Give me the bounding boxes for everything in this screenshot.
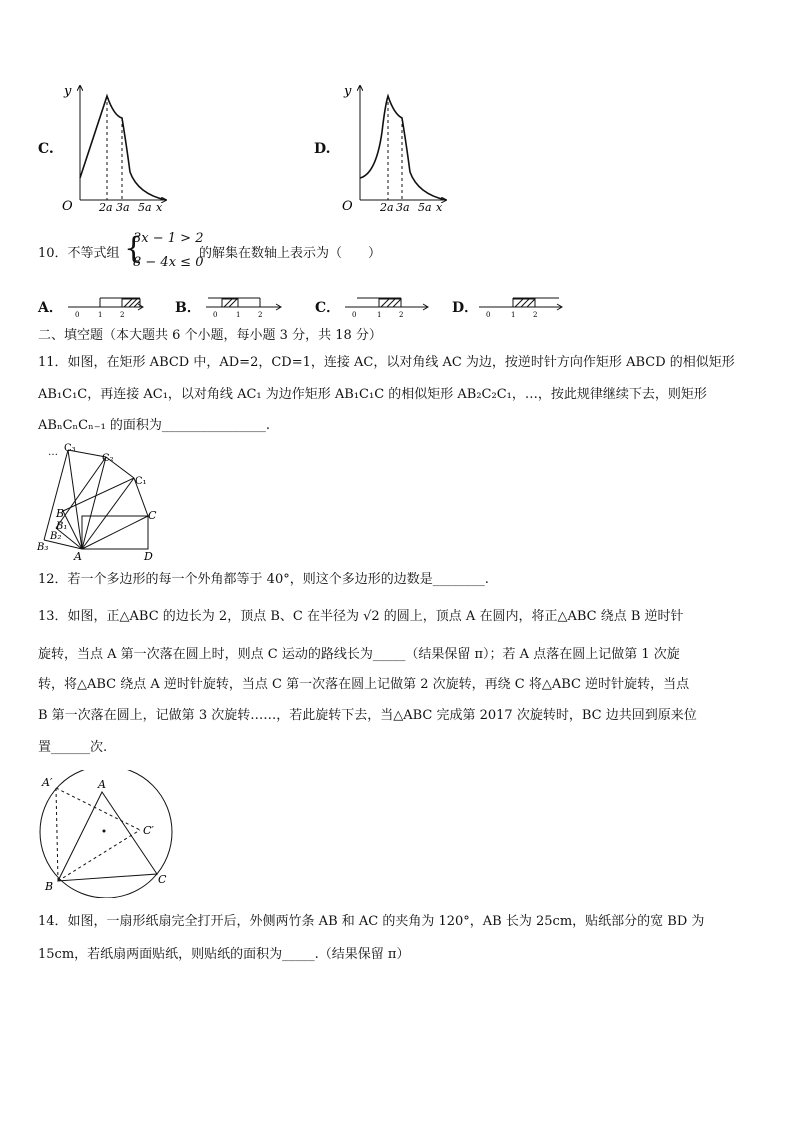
- q14-line-1: 14．如图，一扇形纸扇完全打开后，外侧两竹条 AB 和 AC 的夹角为 120°，AB 长为 25cm，贴纸部分的宽 BD 为: [38, 914, 705, 929]
- option-c-label: C.: [38, 141, 54, 157]
- tick-0: 0: [352, 311, 357, 318]
- y-axis-label: y: [64, 84, 72, 99]
- label-c: C: [148, 509, 157, 522]
- tick-2: 2: [120, 311, 125, 318]
- tick-3a: 3a: [396, 201, 410, 214]
- label-b2: B₂: [50, 531, 62, 542]
- label-b1: B₁: [56, 521, 68, 532]
- q11-figure: [34, 440, 174, 566]
- q10-suffix: 的解集在数轴上表示为（ ）: [199, 246, 382, 261]
- q13-line-1: 13．如图，正△ABC 的边长为 2，顶点 B、C 在半径为 √2 的圆上，顶点 A 在圆内，将正△ABC 绕点 B 逆时针: [38, 609, 684, 624]
- x-axis-label: x: [156, 201, 163, 214]
- label-b: B: [45, 880, 54, 893]
- tick-2a: 2a: [380, 201, 394, 214]
- origin-label: O: [342, 199, 353, 214]
- number-line-b: [204, 292, 284, 318]
- number-line-a: [66, 292, 146, 318]
- tick-5a: 5a: [418, 201, 432, 214]
- q13-line-5: 置______次.: [38, 740, 108, 755]
- tick-2: 2: [258, 311, 263, 318]
- tick-1: 1: [511, 311, 516, 318]
- label-a-prime: A′: [42, 776, 53, 789]
- label-a: A: [98, 778, 106, 791]
- tick-2a: 2a: [99, 201, 113, 214]
- label-b: B: [56, 507, 65, 520]
- label-c3: C₃: [64, 443, 76, 454]
- graph-option-d: [336, 82, 456, 214]
- tick-5a: 5a: [138, 201, 152, 214]
- q10-inequality-2: 8 − 4x ≤ 0: [133, 255, 204, 270]
- q10-option-a-label: A．: [38, 300, 63, 316]
- label-c1: C₁: [135, 476, 147, 487]
- q10-inequality-1: 3x − 1 > 2: [133, 231, 204, 246]
- label-b3: B₃: [37, 542, 49, 553]
- tick-2: 2: [533, 311, 538, 318]
- label-a: A: [74, 550, 82, 563]
- center-dot: [103, 830, 106, 833]
- number-line-c: [343, 292, 431, 318]
- q10-option-c-label: C．: [315, 300, 341, 316]
- q13-line-2: 旋转，当点 A 第一次落在圆上时，则点 C 运动的路线长为_____（结果保留 π）；若 A 点落在圆上记做第 1 次旋: [38, 647, 680, 662]
- label-c2: C₂: [102, 453, 114, 464]
- tick-2: 2: [399, 311, 404, 318]
- tick-0: 0: [486, 311, 491, 318]
- label-d: D: [144, 550, 153, 563]
- brace-icon: {: [124, 231, 144, 266]
- tick-1: 1: [236, 311, 241, 318]
- tick-0: 0: [213, 311, 218, 318]
- q11-line-2: AB₁C₁C，再连接 AC₁，以对角线 AC₁ 为边作矩形 AB₁C₁C 的相似矩形 AB₂C₂C₁，…，按此规律继续下去，则矩形: [38, 387, 707, 402]
- tick-1: 1: [98, 311, 103, 318]
- tick-1: 1: [377, 311, 382, 318]
- section-heading-fill-in: 二、填空题（本大题共 6 个小题，每小题 3 分，共 18 分）: [38, 328, 382, 343]
- label-c: C: [158, 873, 167, 886]
- q10-prefix: 10．不等式组: [38, 246, 120, 261]
- q12-text: 12．若一个多边形的每一个外角都等于 40°，则这个多边形的边数是________.: [38, 572, 489, 587]
- ellipsis: …: [48, 447, 58, 458]
- q11-line-3: ABₙCₙCₙ₋₁ 的面积为________________.: [38, 418, 271, 433]
- label-c-prime: C′: [143, 824, 154, 837]
- q14-line-2: 15cm，若纸扇两面贴纸，则贴纸的面积为_____.（结果保留 π）: [38, 947, 410, 962]
- origin-label: O: [62, 199, 73, 214]
- tick-0: 0: [75, 311, 80, 318]
- q10-option-d-label: D．: [452, 300, 479, 316]
- q10-option-b-label: B．: [175, 300, 201, 316]
- q13-line-4: B 第一次落在圆上，记做第 3 次旋转……，若此旋转下去，当△ABC 完成第 2017 次旋转时，BC 边共回到原来位: [38, 708, 697, 723]
- y-axis-label: y: [344, 84, 352, 99]
- option-d-label: D.: [314, 141, 331, 157]
- graph-option-c: [56, 82, 176, 214]
- x-axis-label: x: [436, 201, 443, 214]
- number-line-d: [477, 292, 565, 318]
- q11-line-1: 11．如图，在矩形 ABCD 中，AD=2，CD=1，连接 AC，以对角线 AC 为边，按逆时针方向作矩形 ABCD 的相似矩形: [38, 355, 735, 370]
- q13-line-3: 转，将△ABC 绕点 A 逆时针旋转，当点 C 第一次落在圆上记做第 2 次旋转，再绕 C 将△ABC 逆时针旋转，当点: [38, 677, 690, 692]
- tick-3a: 3a: [116, 201, 130, 214]
- q13-figure: [34, 770, 194, 898]
